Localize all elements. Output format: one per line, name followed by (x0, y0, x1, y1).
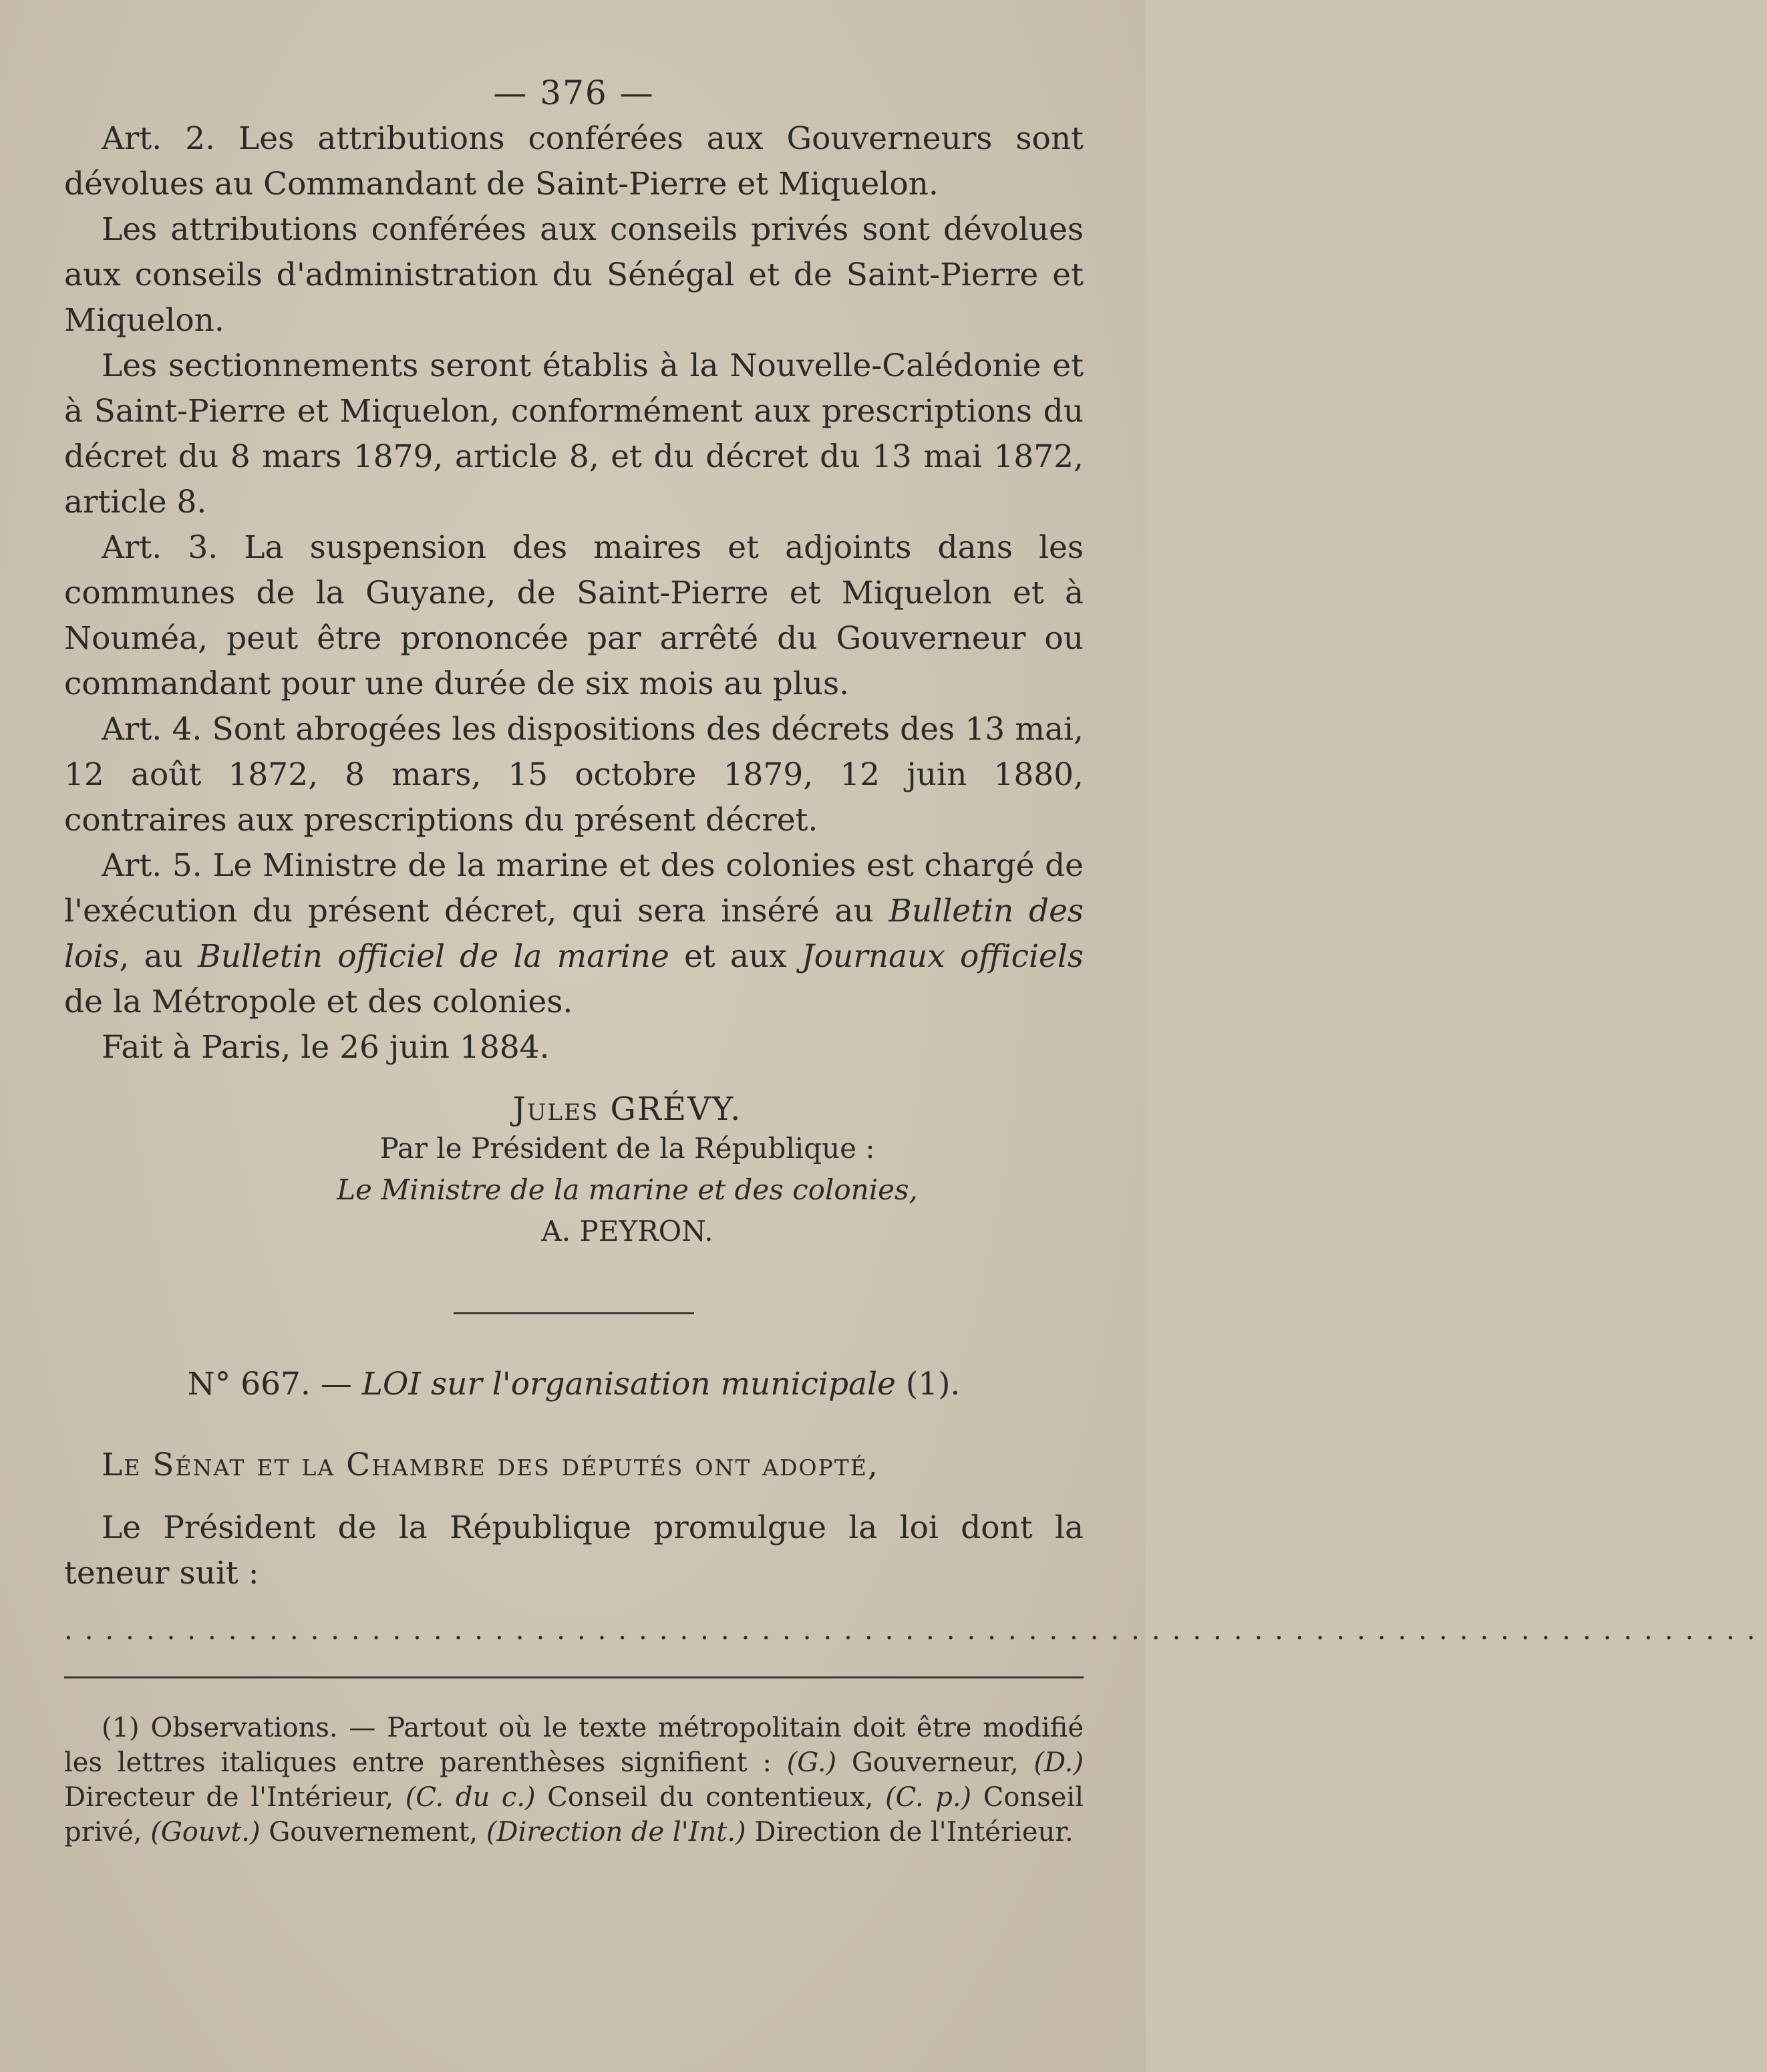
page-number: — 376 — (493, 73, 655, 112)
paragraph-art5 (64, 843, 1084, 1025)
paragraph-art4: Art. 4. Sont abrogées les dispositions des décrets des 13 mai, 12 août 1872, 8 mars, 15 octobre 1879, 12 juin 1880, contraires aux prescriptions du présent décret. (64, 711, 1084, 839)
art5-text-start: Art. 5. Le Ministre de la marine et des colonies est chargé de l'exécution du présent décret, qui sera inséré au (64, 847, 1084, 929)
art5-text-mid1: , au (119, 938, 198, 975)
page-content (64, 73, 1767, 1849)
bulletin-officiel: Bulletin officiel de la marine (198, 938, 669, 975)
footnote-part-h: Gouvernement, (260, 1817, 486, 1847)
bulletin-des-lois: Bulletin des lois (64, 893, 1084, 975)
footnote-part-c: Directeur de l'Intérieur, (64, 1782, 406, 1813)
footnote-part-a: (1) Observations. — Partout où le texte métropolitain doit être modifié les lettres italiques entre parenthèses signifient : (64, 1713, 1084, 1778)
footnote (64, 1711, 1084, 1849)
signature-name: Jules GRÉVY. (512, 1090, 742, 1128)
footnote-part-f: Conseil privé, (64, 1782, 1084, 1847)
footnote-abbr-cdc: (C. du c.) (405, 1782, 536, 1813)
footnote-ref: (1). (895, 1366, 961, 1402)
footnote-part-i: Direction de l'Intérieur. (746, 1817, 1074, 1847)
art5-text-end: de la Métropole et des colonies. (64, 984, 573, 1020)
footnote-part-e: Conseil du contentieux, (535, 1782, 886, 1813)
president-line: Le Président de la République promulgue la loi dont la teneur suit : (64, 1509, 1084, 1592)
paragraph-art2: Art. 2. Les attributions conférées aux Gouverneurs sont dévolues au Commandant de Saint-Pierre et Miquelon. (64, 120, 1084, 202)
signature-par: Par le Président de la République : (379, 1132, 875, 1165)
footnote-abbr-d: (D.) (1033, 1747, 1084, 1778)
law-title (64, 1361, 1084, 1408)
senat-line: Le Sénat et la Chambre des députés ont adopté, (102, 1447, 879, 1483)
journaux-officiels: Journaux officiels (801, 938, 1084, 975)
section-divider (454, 1312, 694, 1314)
footnote-part-b: Gouverneur, (836, 1747, 1034, 1778)
footnote-divider (64, 1676, 1084, 1678)
paragraph-sectionnements: Les sectionnements seront établis à la Nouvelle-Calédonie et à Saint-Pierre et Miquelon, conformément aux prescriptions du décret du 8 mars 1879, article 8, et du décret du 13 mai 1872, article 8. (64, 347, 1084, 521)
paragraph-art3: Art. 3. La suspension des maires et adjoints dans les communes de la Guyane, de Saint-Pierre et Miquelon et à Nouméa, peut être prononcée par arrêté du Gouverneur ou commandant pour une durée de six mois au plus. (64, 529, 1084, 702)
footnote-text (64, 1711, 1084, 1849)
footnote-abbr-gouv: (Gouvt.) (150, 1817, 261, 1847)
law-title-text: LOI sur l'organisation municipale (361, 1366, 896, 1402)
footnote-abbr-g: (G.) (786, 1747, 837, 1778)
paragraph-conseils: Les attributions conférées aux conseils privés sont dévolues aux conseils d'administration du Sénégal et de Saint-Pierre et Miquelon. (64, 211, 1084, 339)
dotted-leader: ................................................................................... (64, 1615, 1767, 1646)
paragraph-fait: Fait à Paris, le 26 juin 1884. (102, 1029, 550, 1066)
footnote-abbr-cp: (C. p.) (885, 1782, 972, 1813)
art5-text-mid2: et aux (669, 938, 802, 975)
law-number: N° 667. — (187, 1366, 362, 1402)
footnote-abbr-dir: (Direction de l'Int.) (486, 1817, 746, 1847)
signature-minister-name: A. PEYRON. (541, 1215, 713, 1247)
signature-ministre: Le Ministre de la marine et des colonies, (337, 1173, 918, 1206)
